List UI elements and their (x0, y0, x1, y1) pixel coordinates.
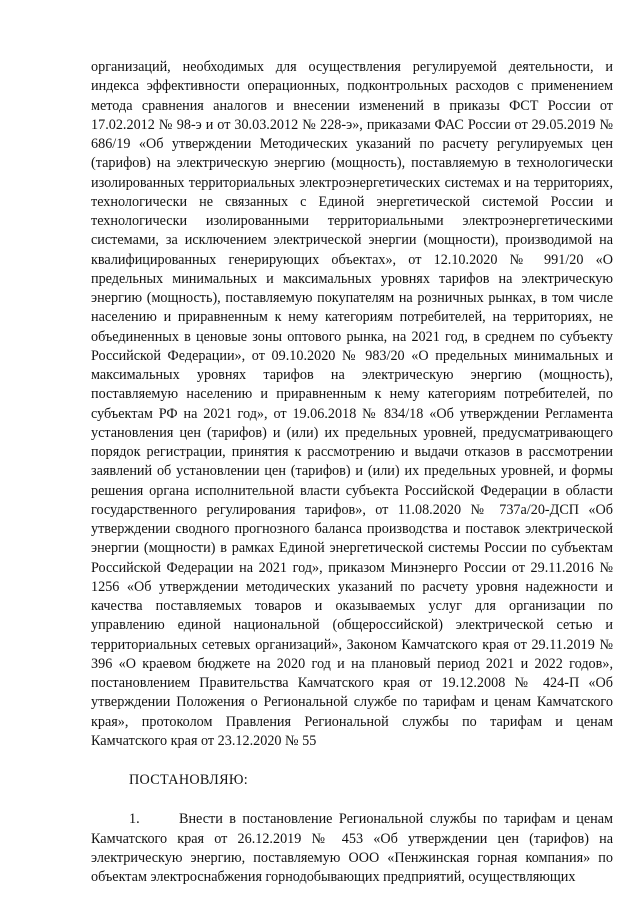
resolution-heading: ПОСТАНОВЛЯЮ: (129, 772, 248, 788)
body-paragraph: организаций, необходимых для осуществления регулируемой деятельности, и индекса эффективности операционных, подконтрольных расходов с применением метода сравнения аналогов и внесении изменений в приказы ФСТ России от 17.02.2012 № 98-э и от 30.03.2012 № 228-э», приказами ФАС России от 29.05.2019 № 686/19 «Об утверждении Методических указаний по расчету регулируемых цен (тарифов) на электрическую энергию (мощность), поставляемую в технологически изолированных территориальных электроэнергетических системах и на территориях, технологически не связанных с Единой энергетической системой России и технологически изолированными территориальными электроэнергетическими системами, за исключением электрической энергии (мощности), производимой на квалифицированных генерирующих объектах», от 12.10.2020 № 991/20 «О предельных минимальных и максимальных уровнях тарифов на электрическую энергию (мощность), поставляемую покупателям на розничных рынках, в том числе населению и приравненным к нему категориям потребителей, на территориях, не объединенных в ценовые зоны оптового рынка, на 2021 год, в среднем по субъекту Российской Федерации», от 09.10.2020 № 983/20 «О предельных минимальных и максимальных уровнях тарифов на электрическую энергию (мощность), поставляемую населению и приравненным к нему категориям потребителей, по субъектам РФ на 2021 год», от 19.06.2018 № 834/18 «Об утверждении Регламента установления цен (тарифов) и (или) их предельных уровней, предусматривающего порядок регистрации, принятия к рассмотрению и выдачи отказов в рассмотрении заявлений об установлении цен (тарифов) и (или) их предельных уровней, и формы решения органа исполнительной власти субъекта Российской Федерации в области государственного регулирования тарифов», от 11.08.2020 № 737а/20-ДСП «Об утверждении сводного прогнозного баланса производства и поставок электрической энергии (мощности) в рамках Единой энергетической системы России по субъектам Российской Федерации на 2021 год», приказом Минэнерго России от 29.11.2016 № 1256 «Об утверждении методических указаний по расчету уровня надежности и качества поставляемых товаров и оказываемых услуг для организации по управлению единой национальной (общероссийской) электрической сетью и территориальных сетевых организаций», Законом Камчатского края от 29.11.2019 № 396 «О краевом бюджете на 2020 год и на плановый период 2021 и 2022 годов», постановлением Правительства Камчатского края от 19.12.2008 № 424-П «Об утверждении Положения о Региональной службе по тарифам и ценам Камчатского края», протоколом Правления Региональной службы по тарифам и ценам Камчатского края от 23.12.2020 № 55 (91, 59, 613, 749)
list-item-number: 1. (129, 811, 140, 828)
list-item-1 (91, 810, 613, 887)
list-item-text: Внести в постановление Региональной службы по тарифам и ценам Камчатского края от 26.12.2019 № 453 «Об утверждении цен (тарифов) на электрическую энергию, поставляемую ООО «Пенжинская горная компания» по объектам электроснабжения горнодобывающих предприятий, осуществляющих (91, 811, 613, 885)
document-page (91, 58, 613, 887)
